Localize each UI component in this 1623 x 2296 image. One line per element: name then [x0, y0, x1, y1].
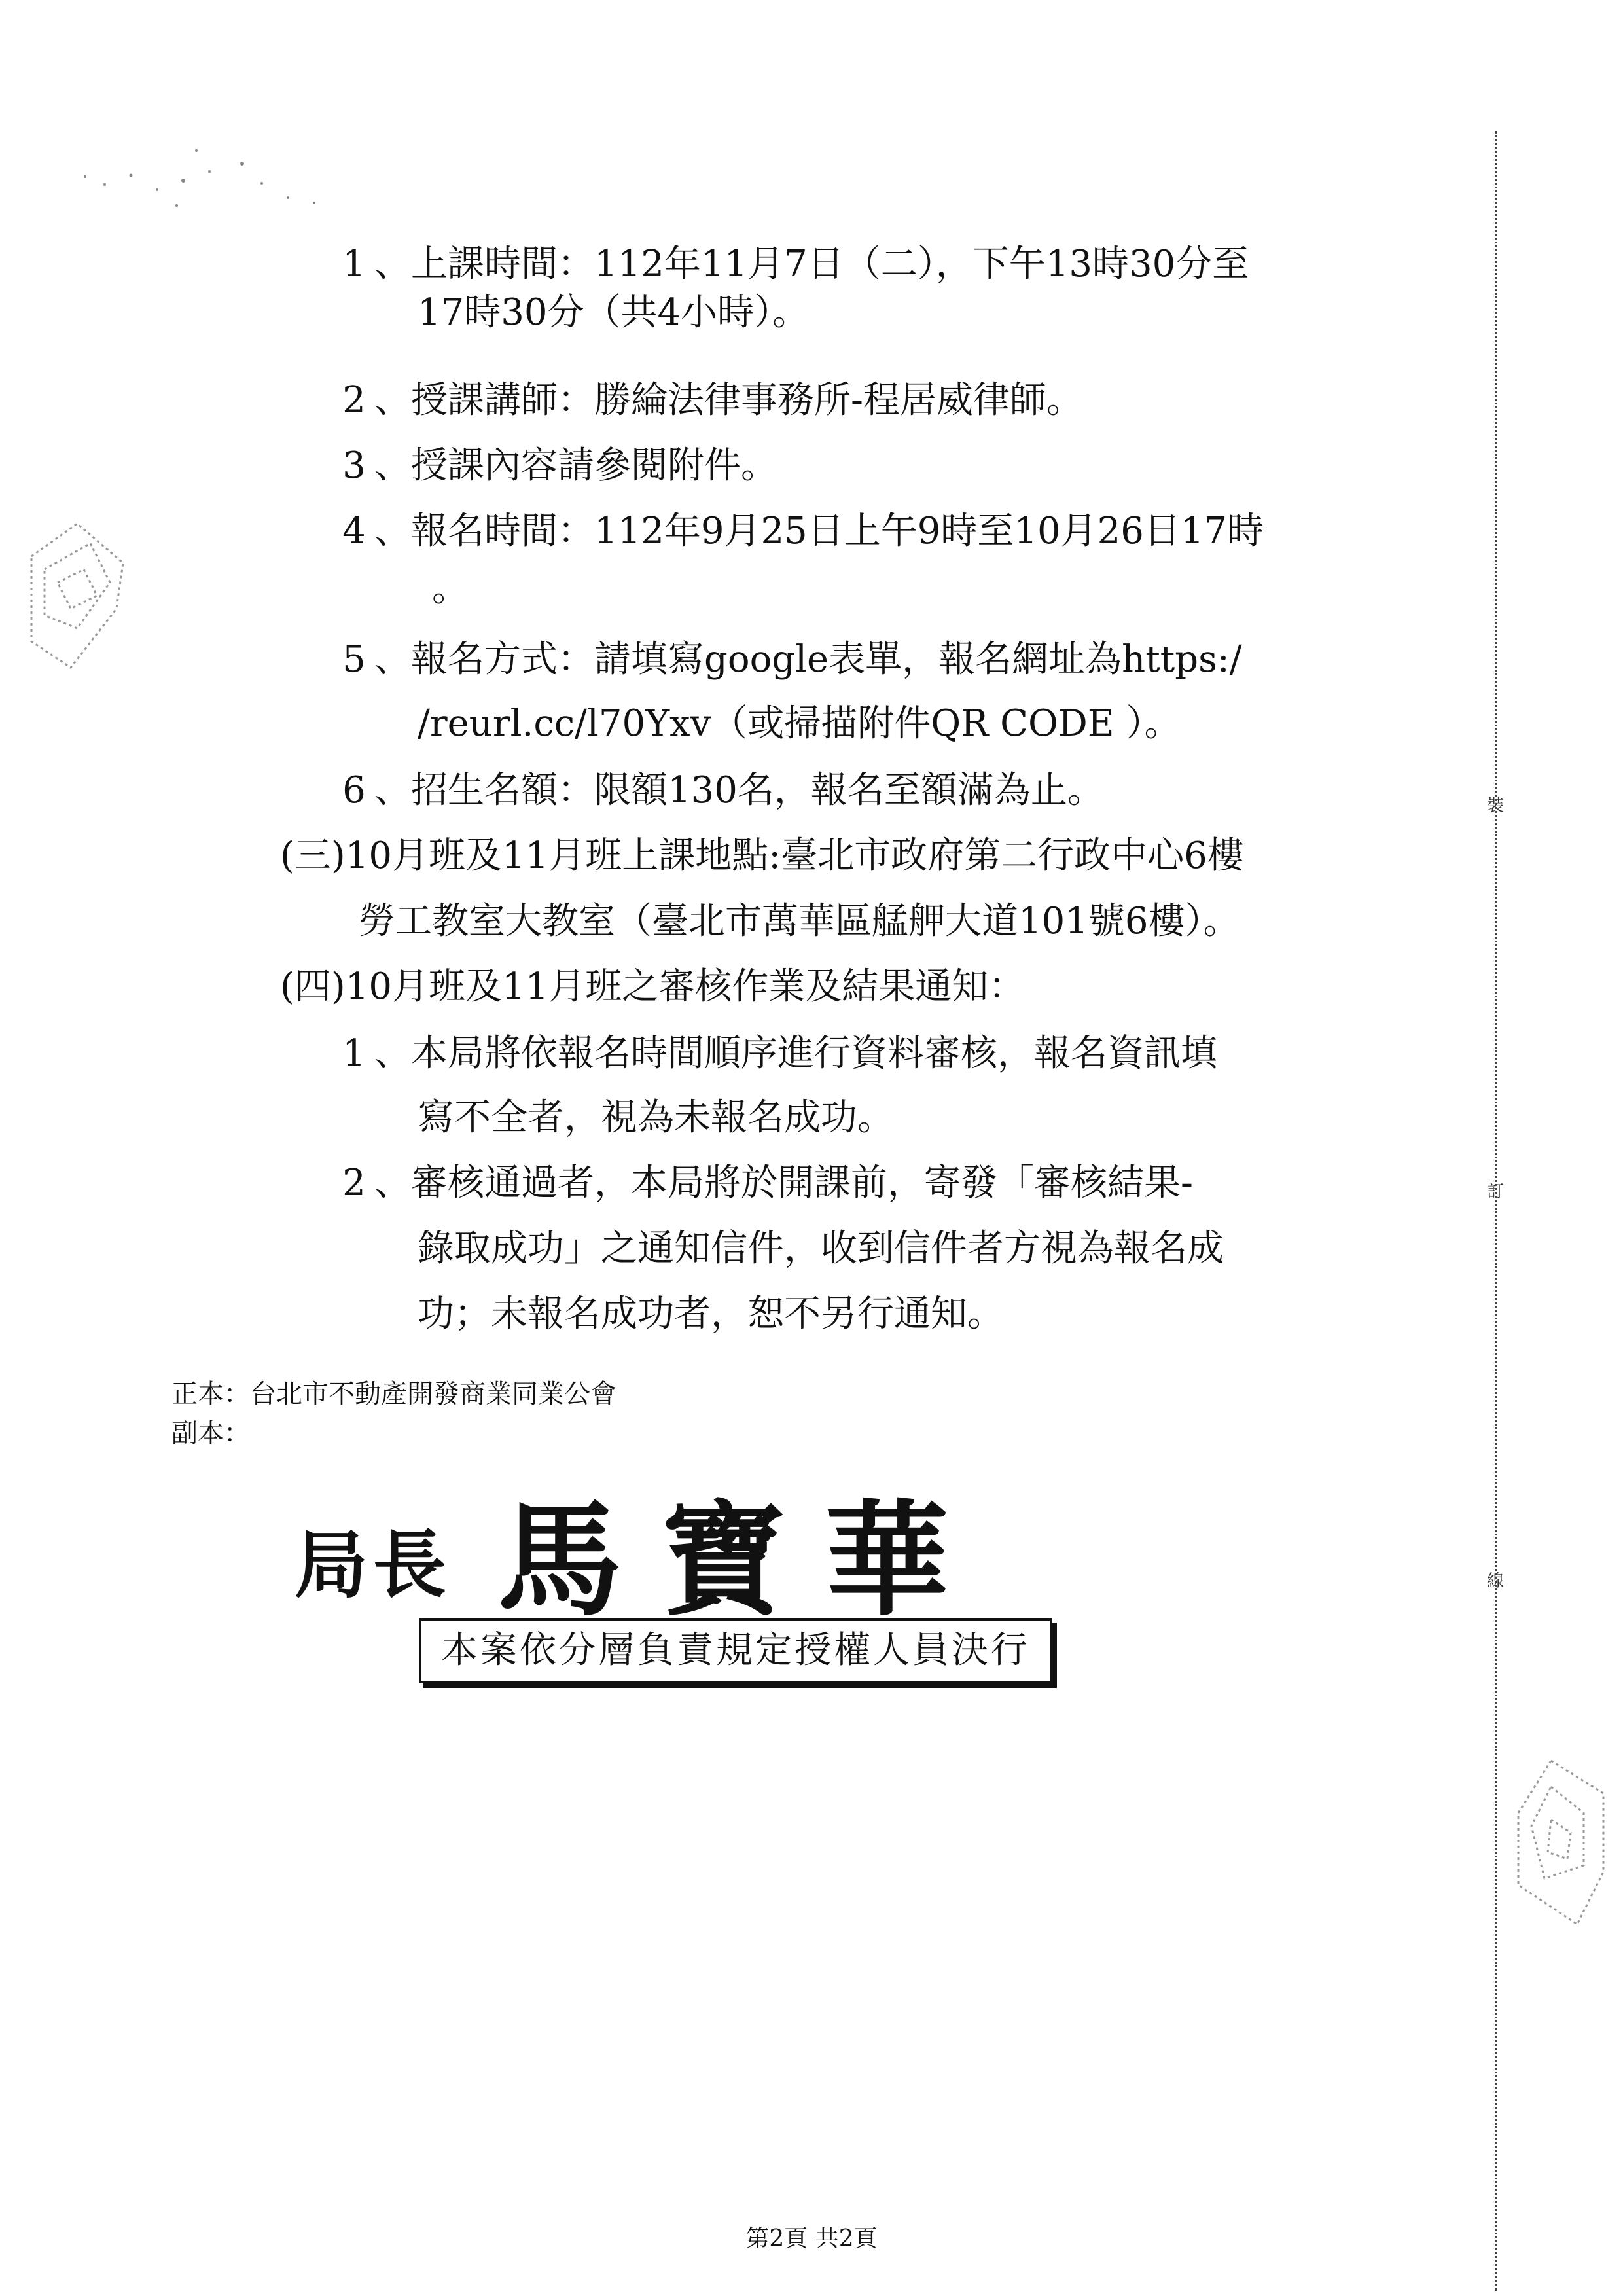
item-number: 2 — [342, 1162, 366, 1204]
item-2 — [334, 379, 1083, 422]
item-text: 、報名時間：112年9月25日上午9時至10月26日17時 — [374, 510, 1264, 552]
item-number: 2 — [342, 379, 366, 422]
binding-label-2: 訂 — [1487, 1182, 1505, 1202]
item-number: 5 — [342, 638, 366, 681]
cc-original: 正本：台北市不動產開發商業同業公會 — [171, 1379, 616, 1409]
section-4-item-1 — [334, 1032, 1217, 1075]
signature-name: 馬寶華 — [497, 1487, 989, 1633]
binding-dotted-line — [1495, 131, 1497, 2291]
section-4-item-2 — [334, 1162, 1193, 1204]
section-4-heading: (四)10月班及11月班之審核作業及結果通知： — [280, 965, 1026, 1008]
halftone-mark-left — [18, 517, 130, 681]
signature-title: 局長 — [294, 1522, 452, 1608]
item-text: 、審核通過者，本局將於開課前，寄發「審核結果- — [374, 1162, 1193, 1204]
item-1-continued: 17時30分（共4小時）。 — [418, 291, 810, 334]
scan-mark-topleft — [79, 137, 353, 223]
item-4-continued: 。 — [432, 567, 469, 610]
item-text: 、上課時間：112年11月7日（二），下午13時30分至 — [374, 243, 1249, 285]
item-4 — [334, 510, 1264, 552]
cc-copy: 副本： — [171, 1418, 250, 1448]
item-number: 6 — [342, 769, 366, 812]
item-number: 4 — [342, 510, 366, 552]
section-3-continued: 勞工教室大教室（臺北市萬華區艋舺大道101號6樓）。 — [359, 900, 1240, 942]
halftone-mark-right — [1505, 1754, 1610, 1931]
section-4-item-1-continued: 寫不全者，視為未報名成功。 — [418, 1096, 894, 1139]
item-text: 、本局將依報名時間順序進行資料審核，報名資訊填 — [374, 1032, 1217, 1075]
section-4-item-2-continued-b: 功；未報名成功者，恕不另行通知。 — [418, 1293, 1004, 1335]
page-number: 第2頁 共2頁 — [745, 2225, 878, 2252]
item-3 — [334, 444, 777, 487]
item-5 — [334, 638, 1242, 681]
item-5-continued: /reurl.cc/l70Yxv（或掃描附件QR CODE ）。 — [418, 702, 1181, 745]
authorization-stamp: 本案依分層負責規定授權人員決行 — [419, 1618, 1052, 1683]
item-text: 、授課講師：勝綸法律事務所-程居威律師。 — [374, 379, 1083, 422]
item-1 — [334, 243, 1249, 285]
item-text: 、報名方式：請填寫google表單，報名網址為https:/ — [374, 638, 1242, 681]
binding-label-1: 裝 — [1487, 796, 1505, 816]
item-text: 、授課內容請參閱附件。 — [374, 444, 777, 487]
item-6 — [334, 769, 1104, 812]
item-number: 1 — [342, 243, 366, 285]
section-4-item-2-continued-a: 錄取成功」之通知信件，收到信件者方視為報名成 — [418, 1227, 1224, 1270]
item-number: 3 — [342, 444, 366, 487]
item-number: 1 — [342, 1032, 366, 1075]
item-text: 、招生名額：限額130名，報名至額滿為止。 — [374, 769, 1104, 812]
section-3-heading: (三)10月班及11月班上課地點:臺北市政府第二行政中心6樓 — [280, 834, 1244, 877]
binding-label-3: 線 — [1487, 1571, 1505, 1591]
